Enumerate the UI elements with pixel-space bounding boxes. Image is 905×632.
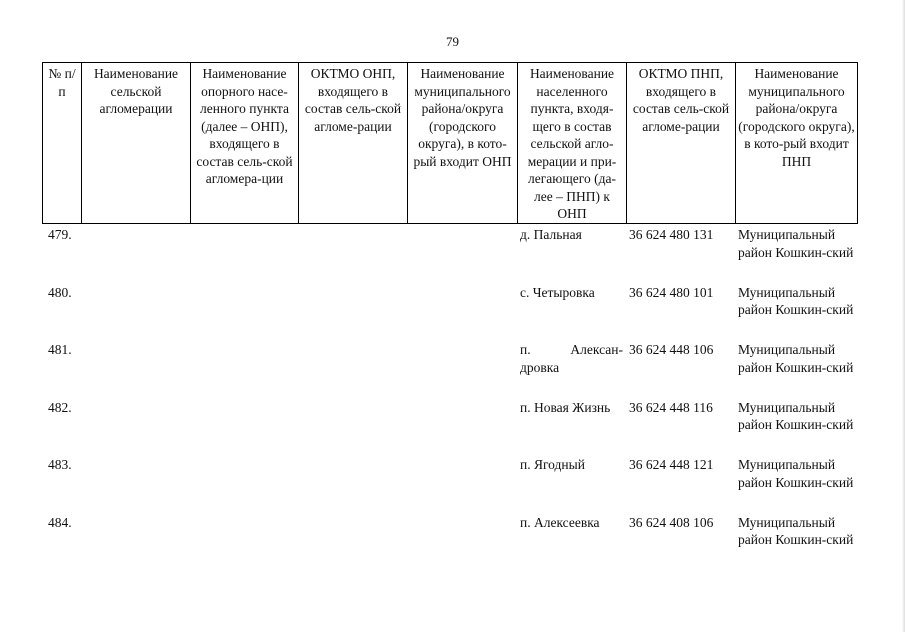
header-number: № п/п <box>43 63 82 224</box>
pnp-oktmo: 36 624 480 131 <box>629 227 714 242</box>
row-number: 484. <box>48 514 72 530</box>
pnp-name: п. Ягодный <box>520 457 585 472</box>
header-pnp-name: Наименование населенного пункта, входя-щего в состав сельской агло-мерации и при-легающего (да-лее – ПНП) к ОНП <box>518 63 627 224</box>
pnp-name: п. Алексан-дровка <box>520 342 623 375</box>
pnp-municipality: Муниципальный район Кошкин-ский <box>738 457 854 490</box>
table-row <box>42 399 857 457</box>
pnp-oktmo: 36 624 448 106 <box>629 342 714 357</box>
header-onp-municipality: Наименование муниципального района/округа (городского округа), в кото-рый входит ОНП <box>408 63 518 224</box>
pnp-municipality: Муниципальный район Кошкин-ский <box>738 227 854 260</box>
page-number: 79 <box>446 34 459 49</box>
pnp-municipality: Муниципальный район Кошкин-ский <box>738 342 854 375</box>
table-row <box>42 456 857 514</box>
pnp-municipality: Муниципальный район Кошкин-ский <box>738 284 854 317</box>
pnp-name: с. Четыровка <box>520 284 595 300</box>
row-number: 482. <box>48 399 72 415</box>
pnp-municipality: Муниципальный район Кошкин-ский <box>738 514 854 547</box>
row-number: 481. <box>48 342 72 357</box>
pnp-name: д. Пальная <box>520 227 582 242</box>
table-row <box>42 341 857 399</box>
header-pnp-oktmo: ОКТМО ПНП, входящего в состав сель-ской агломе-рации <box>627 63 736 224</box>
header-onp-oktmo: ОКТМО ОНП, входящего в состав сель-ской агломе-рации <box>299 63 408 224</box>
table-body <box>42 226 857 571</box>
pnp-name: п. Новая Жизнь <box>520 399 611 415</box>
pnp-municipality: Муниципальный район Кошкин-ский <box>738 399 854 432</box>
row-number: 479. <box>48 227 72 242</box>
table-header <box>42 62 858 224</box>
pnp-name: п. Алексеевка <box>520 514 600 530</box>
pnp-oktmo: 36 624 408 106 <box>629 514 714 530</box>
header-agglomeration: Наименование сельской агломерации <box>82 63 191 224</box>
header-onp-name: Наименование опорного насе-ленного пункта (далее – ОНП), входящего в состав сель-ской агломера-ции <box>191 63 299 224</box>
pnp-oktmo: 36 624 448 121 <box>629 457 714 472</box>
row-number: 480. <box>48 284 72 300</box>
pnp-oktmo: 36 624 480 101 <box>629 284 714 300</box>
row-number: 483. <box>48 457 72 472</box>
pnp-oktmo: 36 624 448 116 <box>629 399 713 415</box>
header-pnp-municipality: Наименование муниципального района/округа (городского округа), в кото-рый входит ПНП <box>736 63 858 224</box>
table-row <box>42 284 857 342</box>
table-row <box>42 226 857 284</box>
table-row <box>42 514 857 572</box>
